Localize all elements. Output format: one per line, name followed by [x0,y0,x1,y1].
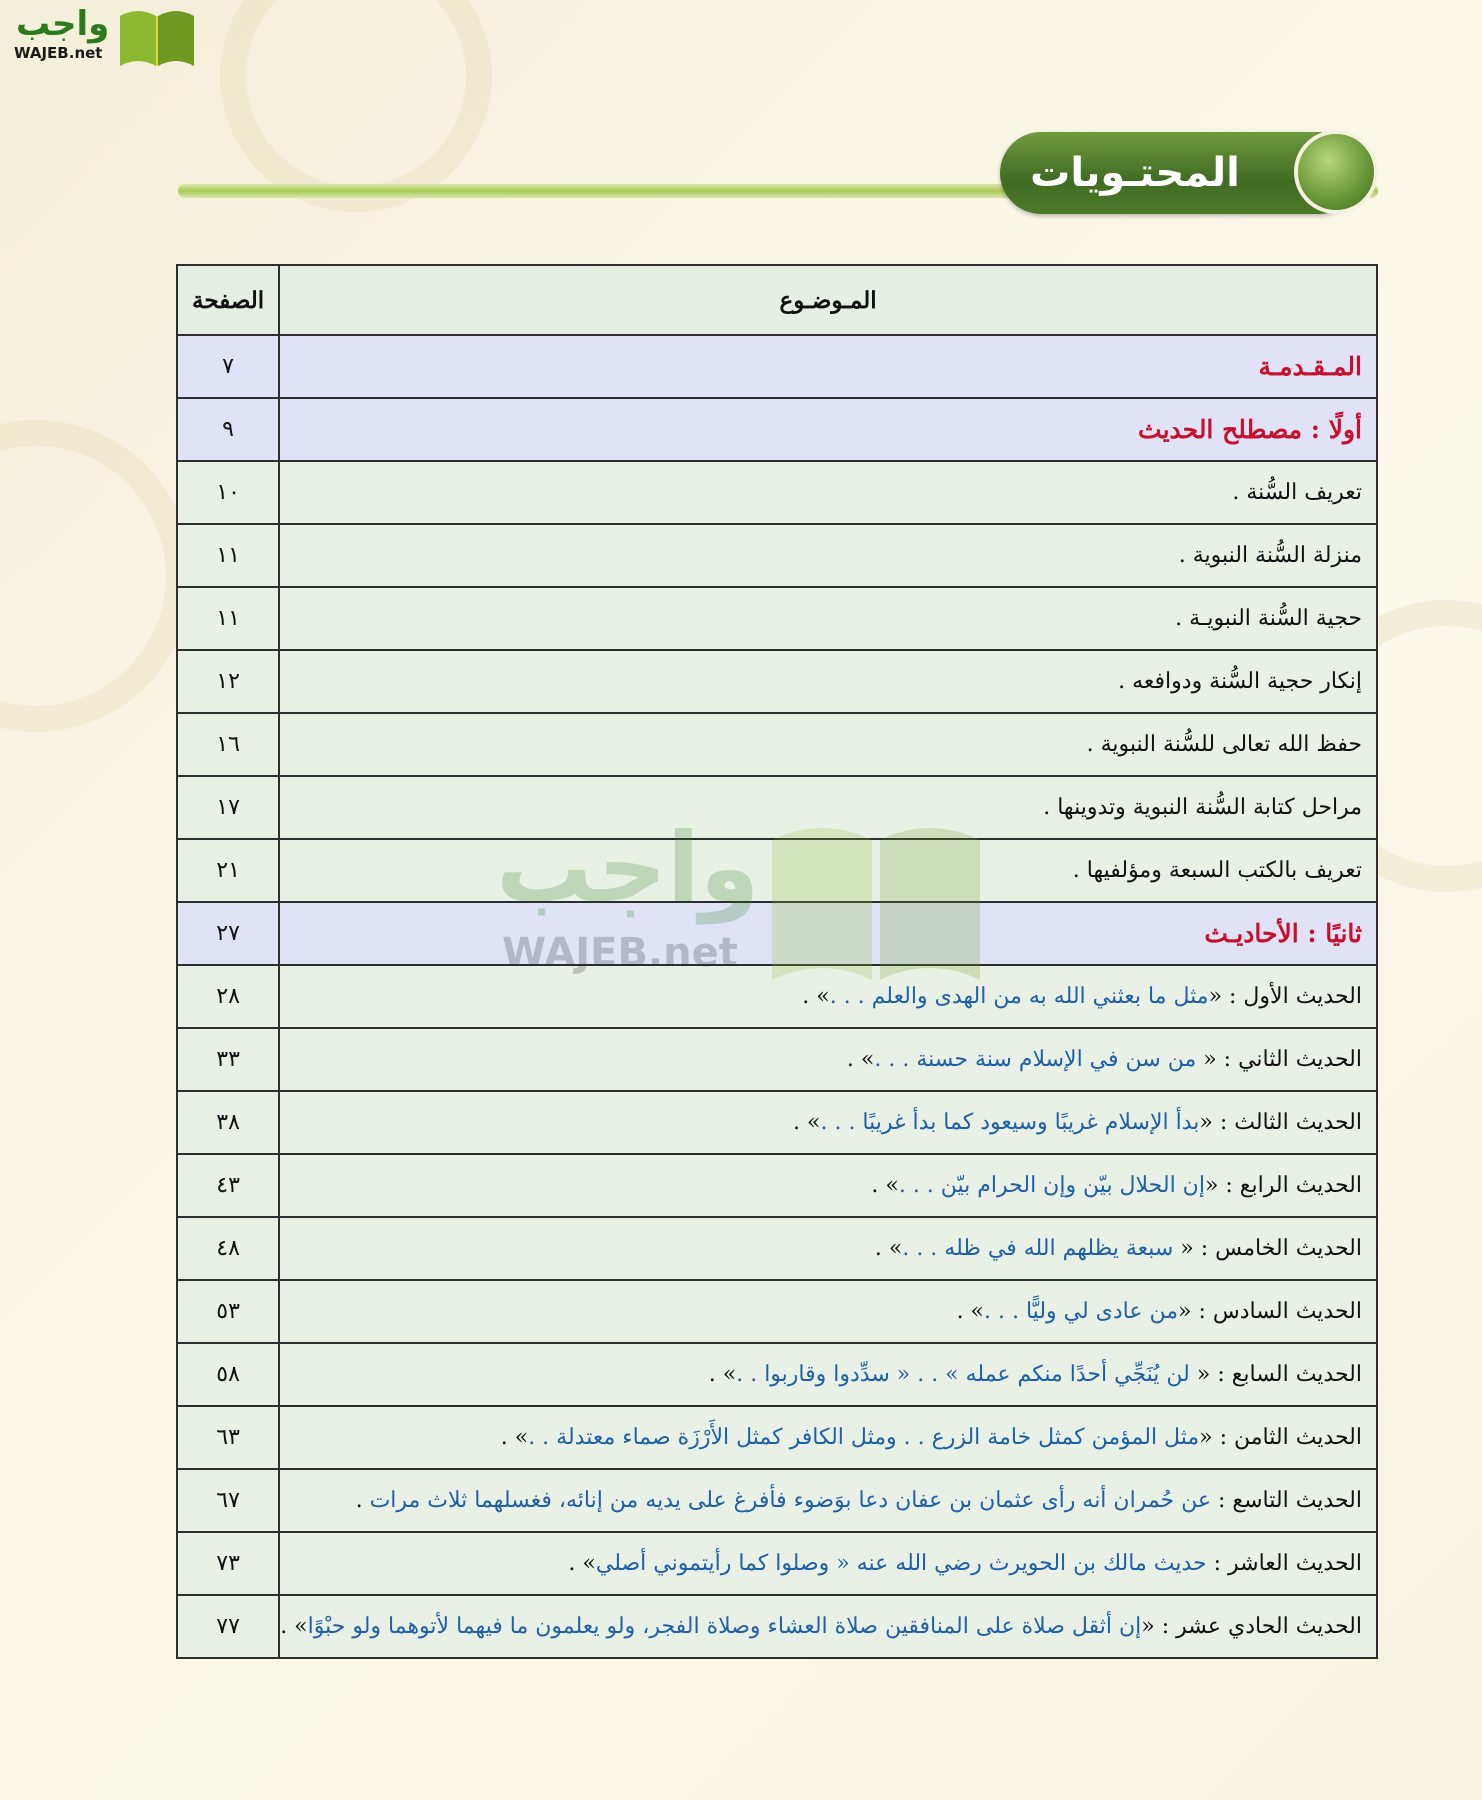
page-number: ٥٣ [177,1280,279,1343]
table-header-row [177,265,1377,335]
page-number: ٩ [177,398,279,461]
page-number: ١١ [177,524,279,587]
logo-arabic-text: واجب [16,4,110,44]
section-row[interactable] [177,398,1377,461]
table-row[interactable] [177,1028,1377,1091]
table-row[interactable] [177,461,1377,524]
table-row[interactable] [177,1280,1377,1343]
hadith-label: الحديث الرابع : « [1204,1173,1362,1198]
wajeb-logo[interactable] [10,4,190,70]
table-row[interactable] [177,650,1377,713]
hadith-quote: من عادى لي وليًّا . . . [984,1299,1179,1324]
hadith-quote: مثل ما بعثني الله به من الهدى والعلم . . . [829,984,1209,1009]
table-row[interactable] [177,1091,1377,1154]
watermark-arabic-text: واجب [496,812,760,924]
table-row[interactable] [177,776,1377,839]
hadith-closing: » . [708,1362,737,1387]
hadith-closing: » . [871,1173,899,1198]
page-number: ٤٣ [177,1154,279,1217]
page-number: ٤٨ [177,1217,279,1280]
background-ornament [0,420,192,732]
table-row[interactable] [177,713,1377,776]
hadith-closing: » . [568,1551,596,1576]
page-number: ٥٨ [177,1343,279,1406]
table-row[interactable] [177,587,1377,650]
topic-cell [279,965,1377,1028]
table-row[interactable] [177,839,1377,902]
table-row[interactable] [177,1469,1377,1532]
page-number: ٦٣ [177,1406,279,1469]
hadith-quote: سبعة يظلهم الله في ظله . . . [902,1236,1174,1261]
hadith-label: الحديث الثاني : « [1196,1047,1362,1072]
table-row[interactable] [177,1343,1377,1406]
table-row[interactable] [177,1406,1377,1469]
hadith-label: الحديث الخامس : « [1173,1236,1362,1261]
page-number: ١٠ [177,461,279,524]
column-header-topic: المـوضـوع [279,265,1377,335]
table-row[interactable] [177,1595,1377,1658]
hadith-closing: » . [846,1047,875,1072]
hadith-quote: إن الحلال بيّن وإن الحرام بيّن . . . [898,1173,1205,1198]
section-row[interactable] [177,902,1377,965]
topic-cell [279,1028,1377,1091]
table-row[interactable] [177,524,1377,587]
table-row[interactable] [177,1532,1377,1595]
topic-cell: المـقـدمـة [279,335,1377,398]
logo-latin-text: WAJEB.net [14,44,103,62]
page-number: ٢١ [177,839,279,902]
column-header-page: الصفحة [177,265,279,335]
page-number: ٧ [177,335,279,398]
topic-cell [279,1154,1377,1217]
topic-cell: حجية السُّنة النبويـة . [279,587,1377,650]
topic-cell: منزلة السُّنة النبوية . [279,524,1377,587]
table-row[interactable] [177,965,1377,1028]
topic-cell: إنكار حجية السُّنة ودوافعه . [279,650,1377,713]
hadith-label: الحديث الثامن : « [1199,1425,1362,1450]
section-row[interactable] [177,335,1377,398]
topic-cell [279,1469,1377,1532]
hadith-label: الحديث التاسع : [1211,1488,1362,1513]
topic-cell [279,1280,1377,1343]
hadith-quote: لن يُنَجِّي أحدًا منكم عمله » . . « سدِّدوا وقاربوا . . [736,1362,1190,1387]
hadith-quote: عن حُمران أنه رأى عثمان بن عفان دعا بوَضوء فأفرغ على يديه من إنائه، فغسلهما ثلاث مرات [369,1488,1212,1513]
hadith-label: الحديث العاشر : [1206,1551,1362,1576]
topic-cell [279,1532,1377,1595]
page-number: ٢٧ [177,902,279,965]
topic-cell [279,1217,1377,1280]
page-title: المحتـويات [1030,150,1240,196]
hadith-label: الحديث الثالث : « [1199,1110,1362,1135]
table-row[interactable] [177,1154,1377,1217]
topic-cell [279,1406,1377,1469]
hadith-quote: إن أثقل صلاة على المنافقين صلاة العشاء وصلاة الفجر، ولو يعلمون ما فيهما لأتوهما ولو حبْوًا [307,1614,1142,1639]
page-number: ٣٨ [177,1091,279,1154]
page-number: ٢٨ [177,965,279,1028]
book-icon [116,6,198,68]
topic-cell: أولًا : مصطلح الحديث [279,398,1377,461]
page-number: ١٦ [177,713,279,776]
page-number: ٦٧ [177,1469,279,1532]
page-number: ٧٧ [177,1595,279,1658]
hadith-quote: بدأ الإسلام غريبًا وسيعود كما بدأ غريبًا . . . [820,1110,1200,1135]
page-number: ٧٣ [177,1532,279,1595]
hadith-label: الحديث الأول : « [1208,984,1362,1009]
background-ornament [220,0,492,212]
topic-cell [279,1091,1377,1154]
topic-cell: ثانيًا : الأحاديـث [279,902,1377,965]
contents-table [176,264,1378,1659]
topic-cell [279,1343,1377,1406]
topic-cell: تعريف بالكتب السبعة ومؤلفيها . [279,839,1377,902]
topic-cell: تعريف السُّنة . [279,461,1377,524]
hadith-closing: » . [500,1425,529,1450]
table-row[interactable] [177,1217,1377,1280]
topic-cell: حفظ الله تعالى للسُّنة النبوية . [279,713,1377,776]
hadith-closing: . [355,1488,370,1513]
topic-cell: مراحل كتابة السُّنة النبوية وتدوينها . [279,776,1377,839]
hadith-quote: مثل المؤمن كمثل خامة الزرع . . ومثل الكافر كمثل الأَرْزَة صماء معتدلة . . [528,1425,1200,1450]
header-ornament [1294,130,1378,214]
watermark-latin-text: WAJEB.net [502,930,738,976]
page-number: ١٧ [177,776,279,839]
hadith-quote: حديث مالك بن الحويرث رضي الله عنه « وصلوا كما رأيتموني أصلي [595,1551,1207,1576]
hadith-closing: » . [793,1110,821,1135]
hadith-quote: من سن في الإسلام سنة حسنة . . . [874,1047,1197,1072]
topic-cell [279,1595,1377,1658]
page-number: ٣٣ [177,1028,279,1091]
hadith-closing: » . [874,1236,903,1261]
hadith-closing: » . [280,1614,308,1639]
page-number: ١٢ [177,650,279,713]
hadith-label: الحديث السابع : « [1189,1362,1362,1387]
hadith-closing: » . [802,984,830,1009]
hadith-label: الحديث الحادي عشر : « [1141,1614,1362,1639]
hadith-closing: » . [956,1299,985,1324]
page-number: ١١ [177,587,279,650]
hadith-label: الحديث السادس : « [1178,1299,1362,1324]
